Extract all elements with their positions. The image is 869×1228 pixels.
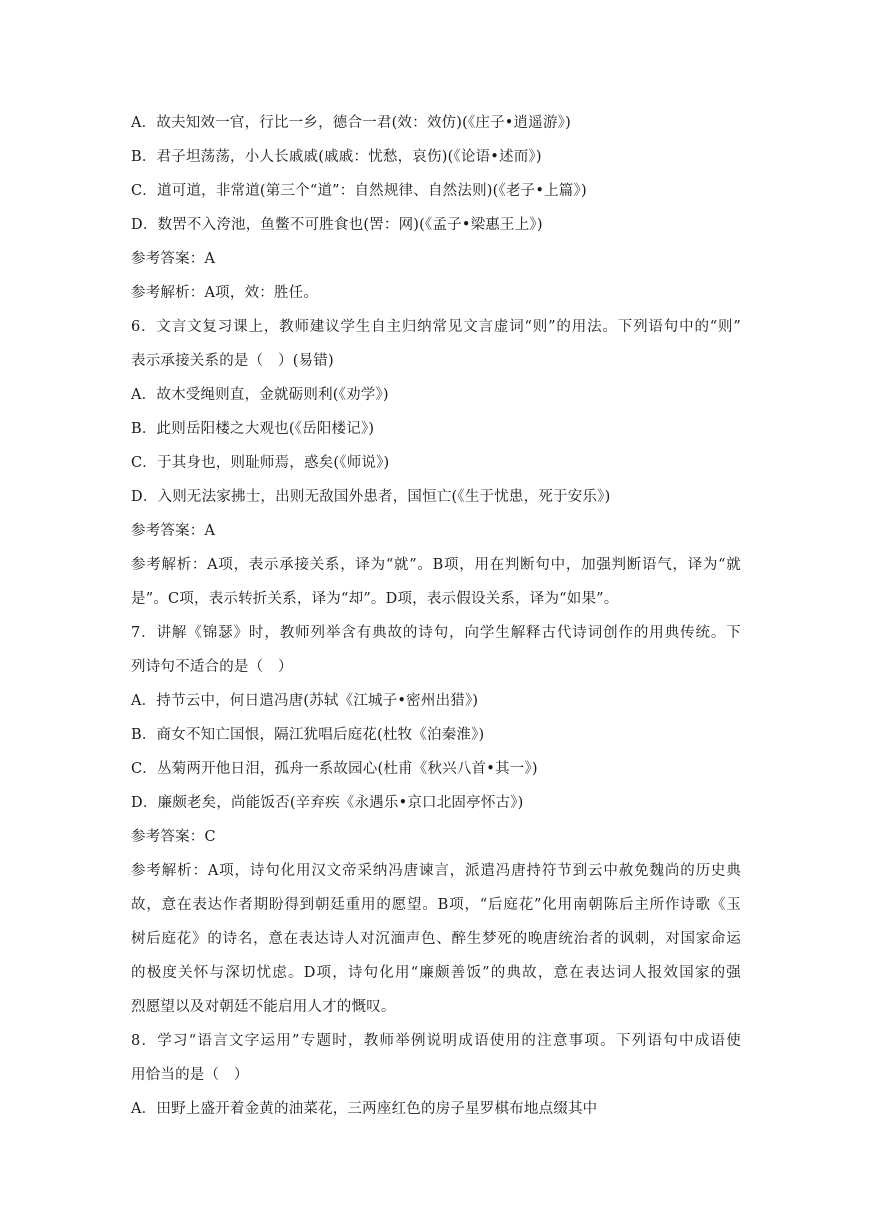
- option-d: D．数罟不入洿池，鱼鳖不可胜食也(罟：网)(《孟子•梁惠王上》): [131, 217, 543, 233]
- option-b: B．商女不知亡国恨，隔江犹唱后庭花(杜牧《泊秦淮》): [131, 727, 485, 743]
- stem-line: 8．学习“语言文字运用”专题时，教师举例说明成语使用的注意事项。下列语句中成语使: [131, 1033, 741, 1049]
- answer-7: 参考答案：C: [131, 829, 216, 845]
- option-d: D．入则无法家拂士，出则无敌国外患者，国恒亡(《生于忧患，死于安乐》): [131, 489, 611, 505]
- analysis-line: 是”。C项，表示转折关系，译为“却”。D项，表示假设关系，译为“如果”。: [131, 591, 619, 607]
- analysis-line: 的极度关怀与深切忧虑。D项，诗句化用“廉颇善饭”的典故，意在表达词人报效国家的强: [131, 965, 741, 981]
- question-7-options: [131, 684, 741, 820]
- question-6-options: [131, 378, 741, 514]
- analysis-5: 参考解析：A项，效：胜任。: [131, 285, 319, 301]
- analysis-line: 参考解析：A项，诗句化用汉文帝采纳冯唐谏言，派遣冯唐持符节到云中赦免魏尚的历史典: [131, 863, 741, 879]
- analysis-line: 树后庭花》的诗名，意在表达诗人对沉湎声色、醉生梦死的晚唐统治者的讽刺，对国家命运: [131, 931, 741, 947]
- stem-line: 7．讲解《锦瑟》时，教师列举含有典故的诗句，向学生解释古代诗词创作的用典传统。下: [131, 625, 741, 641]
- option-c: C．于其身也，则耻师焉，惑矣(《师说》): [131, 455, 390, 471]
- question-8-options: [131, 1092, 741, 1126]
- option-d: D．廉颇老矣，尚能饭否(辛弃疾《永遇乐•京口北固亭怀古》): [131, 795, 524, 811]
- answer-5: 参考答案：A: [131, 251, 216, 267]
- analysis-line: 故，意在表达作者期盼得到朝廷重用的愿望。B项，“后庭花”化用南朝陈后主所作诗歌《玉: [131, 897, 741, 913]
- option-b: B．君子坦荡荡，小人长戚戚(戚戚：忧愁，哀伤)(《论语•述而》): [131, 149, 542, 165]
- stem-line: 表示承接关系的是（ ）(易错): [131, 353, 334, 369]
- option-c: C．道可道，非常道(第三个“道”：自然规律、自然法则)(《老子•上篇》): [131, 183, 587, 199]
- option-a: A．持节云中，何日遣冯唐(苏轼《江城子•密州出猎》): [131, 693, 479, 709]
- analysis-6: [131, 548, 741, 616]
- analysis-7: [131, 854, 741, 1024]
- question-5-options: [131, 106, 741, 242]
- option-c: C．丛菊两开他日泪，孤舟一系故园心(杜甫《秋兴八首•其一》): [131, 761, 538, 777]
- question-7-stem: [131, 616, 741, 684]
- answer-6: 参考答案：A: [131, 523, 216, 539]
- document-page: [131, 106, 741, 1126]
- question-8-stem: [131, 1024, 741, 1092]
- analysis-line: 参考解析：A项，表示承接关系，译为“就”。B项，用在判断句中，加强判断语气，译为“就: [131, 557, 741, 573]
- stem-line: 6．文言文复习课上，教师建议学生自主归纳常见文言虚词“则”的用法。下列语句中的“则”: [131, 319, 741, 335]
- question-6-stem: [131, 310, 741, 378]
- option-b: B．此则岳阳楼之大观也(《岳阳楼记》): [131, 421, 375, 437]
- option-a: A．田野上盛开着金黄的油菜花，三两座红色的房子星罗棋布地点缀其中: [131, 1101, 598, 1117]
- stem-line: 列诗句不适合的是（ ）: [131, 659, 293, 675]
- option-a: A．故木受绳则直，金就砺则利(《劝学》): [131, 387, 389, 403]
- analysis-line: 烈愿望以及对朝廷不能启用人才的慨叹。: [131, 999, 396, 1015]
- stem-line: 用恰当的是（ ）: [131, 1067, 249, 1083]
- option-a: A．故夫知效一官，行比一乡，德合一君(效：效仿)(《庄子•逍遥游》): [131, 115, 571, 131]
